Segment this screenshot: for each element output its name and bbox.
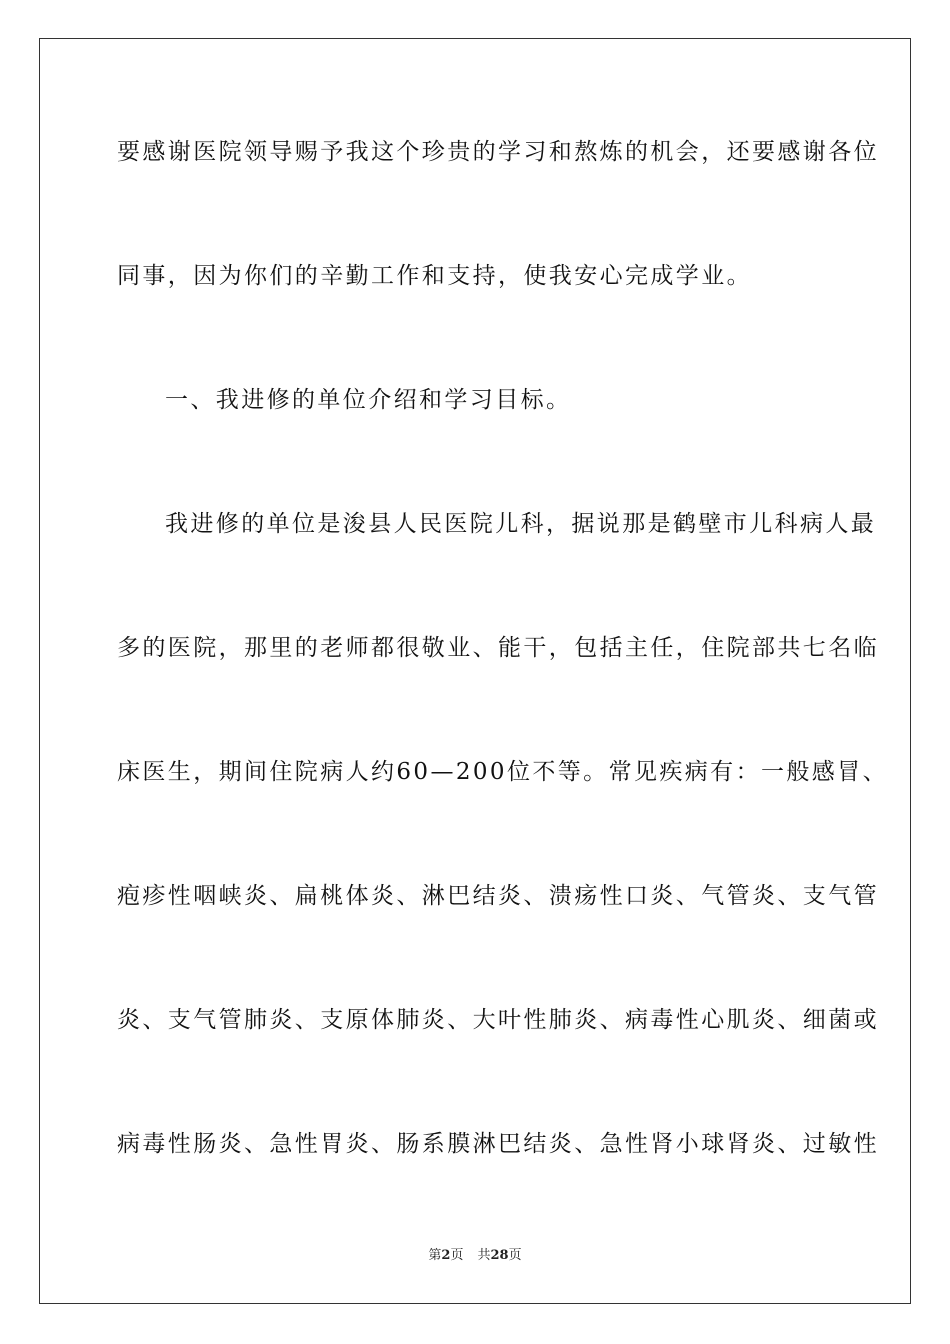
page-footer xyxy=(0,1247,950,1265)
section-heading: 一、我进修的单位介绍和学习目标。 xyxy=(165,387,572,413)
page-border xyxy=(39,38,911,1304)
body-line-1: 要感谢医院领导赐予我这个珍贵的学习和熬炼的机会，还要感谢各位 xyxy=(117,139,879,165)
body-line-8: 炎、支气管肺炎、支原体肺炎、大叶性肺炎、病毒性心肌炎、细菌或 xyxy=(117,1007,879,1033)
total-pages: 28 xyxy=(490,1248,509,1263)
body-line-4: 我进修的单位是浚县人民医院儿科，据说那是鹤壁市儿科病人最 xyxy=(165,511,877,537)
page-suffix: 页 xyxy=(450,1248,464,1263)
body-line-6: 床医生，期间住院病人约60—200位不等。常见疾病有：一般感冒、 xyxy=(117,759,888,785)
total-suffix: 页 xyxy=(508,1248,522,1263)
body-line-2: 同事，因为你们的辛勤工作和支持，使我安心完成学业。 xyxy=(117,263,752,289)
body-line-9: 病毒性肠炎、急性胃炎、肠系膜淋巴结炎、急性肾小球肾炎、过敏性 xyxy=(117,1131,879,1157)
body-line-7: 疱疹性咽峡炎、扁桃体炎、淋巴结炎、溃疡性口炎、气管炎、支气管 xyxy=(117,883,879,909)
total-prefix: 共 xyxy=(477,1248,491,1263)
body-line-5: 多的医院，那里的老师都很敬业、能干，包括主任，住院部共七名临 xyxy=(117,635,879,661)
page-number: 2 xyxy=(441,1248,451,1263)
page-prefix: 第 xyxy=(428,1248,442,1263)
